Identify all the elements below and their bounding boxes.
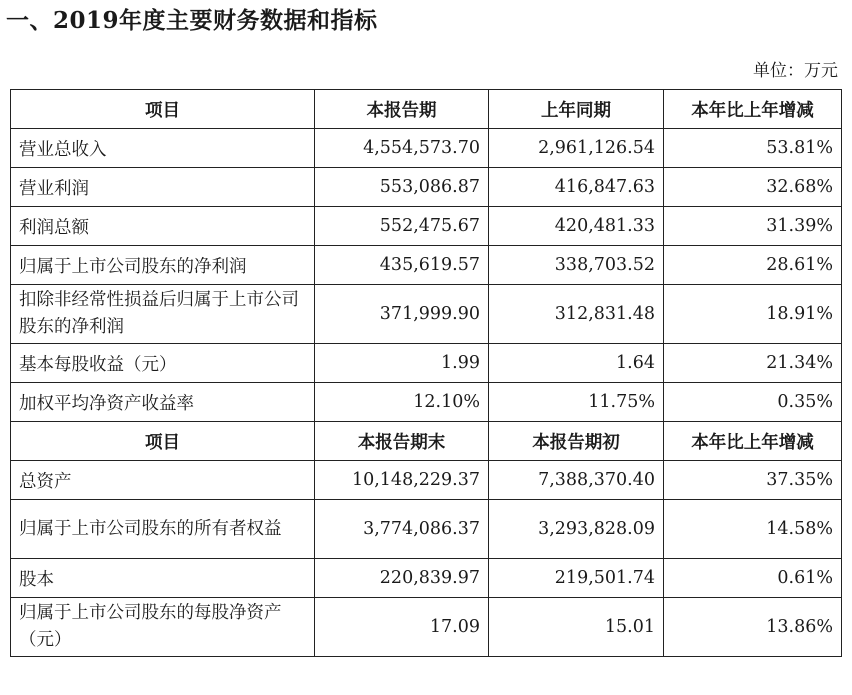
row-previous-value: 416,847.63 — [489, 168, 664, 207]
column-header-period-end: 本报告期末 — [315, 422, 489, 461]
row-current-value: 17.09 — [315, 598, 489, 657]
row-item-label: 总资产 — [11, 461, 315, 500]
section-heading: 一、2019年度主要财务数据和指标 — [6, 7, 378, 34]
row-item-label: 营业利润 — [11, 168, 315, 207]
row-current-value: 3,774,086.37 — [315, 500, 489, 559]
row-previous-value: 338,703.52 — [489, 246, 664, 285]
row-item-label: 归属于上市公司股东的每股净资产（元） — [11, 598, 315, 657]
column-header-item: 项目 — [11, 90, 315, 129]
row-previous-value: 3,293,828.09 — [489, 500, 664, 559]
row-change-value: 0.61% — [664, 559, 842, 598]
row-item-label: 股本 — [11, 559, 315, 598]
row-current-value: 1.99 — [315, 344, 489, 383]
row-current-value: 220,839.97 — [315, 559, 489, 598]
row-change-value: 14.58% — [664, 500, 842, 559]
unit-label: 单位：万元 — [753, 61, 838, 81]
row-previous-value: 312,831.48 — [489, 285, 664, 344]
row-item-label: 营业总收入 — [11, 129, 315, 168]
row-change-value: 18.91% — [664, 285, 842, 344]
column-header-current-period: 本报告期 — [315, 90, 489, 129]
row-item-label: 加权平均净资产收益率 — [11, 383, 315, 422]
row-previous-value: 420,481.33 — [489, 207, 664, 246]
row-change-value: 13.86% — [664, 598, 842, 657]
table-row — [11, 168, 842, 207]
table-row — [11, 129, 842, 168]
row-current-value: 552,475.67 — [315, 207, 489, 246]
table-header-row — [11, 422, 842, 461]
row-current-value: 4,554,573.70 — [315, 129, 489, 168]
financial-data-table — [10, 89, 842, 657]
row-previous-value: 15.01 — [489, 598, 664, 657]
column-header-yoy-change: 本年比上年增减 — [664, 422, 842, 461]
row-change-value: 32.68% — [664, 168, 842, 207]
row-previous-value: 2,961,126.54 — [489, 129, 664, 168]
column-header-prior-period: 上年同期 — [489, 90, 664, 129]
row-change-value: 28.61% — [664, 246, 842, 285]
row-change-value: 53.81% — [664, 129, 842, 168]
row-item-label: 扣除非经常性损益后归属于上市公司股东的净利润 — [11, 285, 315, 344]
table-row — [11, 246, 842, 285]
table-row — [11, 207, 842, 246]
row-item-label: 归属于上市公司股东的净利润 — [11, 246, 315, 285]
table-row — [11, 598, 842, 657]
row-current-value: 371,999.90 — [315, 285, 489, 344]
row-item-label: 利润总额 — [11, 207, 315, 246]
column-header-yoy-change: 本年比上年增减 — [664, 90, 842, 129]
column-header-period-start: 本报告期初 — [489, 422, 664, 461]
row-item-label: 归属于上市公司股东的所有者权益 — [11, 500, 315, 559]
table-row — [11, 500, 842, 559]
row-change-value: 37.35% — [664, 461, 842, 500]
row-previous-value: 219,501.74 — [489, 559, 664, 598]
row-change-value: 0.35% — [664, 383, 842, 422]
table-row — [11, 559, 842, 598]
table-row — [11, 383, 842, 422]
row-change-value: 31.39% — [664, 207, 842, 246]
table-row — [11, 344, 842, 383]
row-current-value: 10,148,229.37 — [315, 461, 489, 500]
row-previous-value: 11.75% — [489, 383, 664, 422]
row-previous-value: 1.64 — [489, 344, 664, 383]
row-item-label: 基本每股收益（元） — [11, 344, 315, 383]
row-current-value: 553,086.87 — [315, 168, 489, 207]
table-row — [11, 461, 842, 500]
table-row — [11, 285, 842, 344]
row-current-value: 12.10% — [315, 383, 489, 422]
row-current-value: 435,619.57 — [315, 246, 489, 285]
row-previous-value: 7,388,370.40 — [489, 461, 664, 500]
column-header-item: 项目 — [11, 422, 315, 461]
table-header-row — [11, 90, 842, 129]
row-change-value: 21.34% — [664, 344, 842, 383]
